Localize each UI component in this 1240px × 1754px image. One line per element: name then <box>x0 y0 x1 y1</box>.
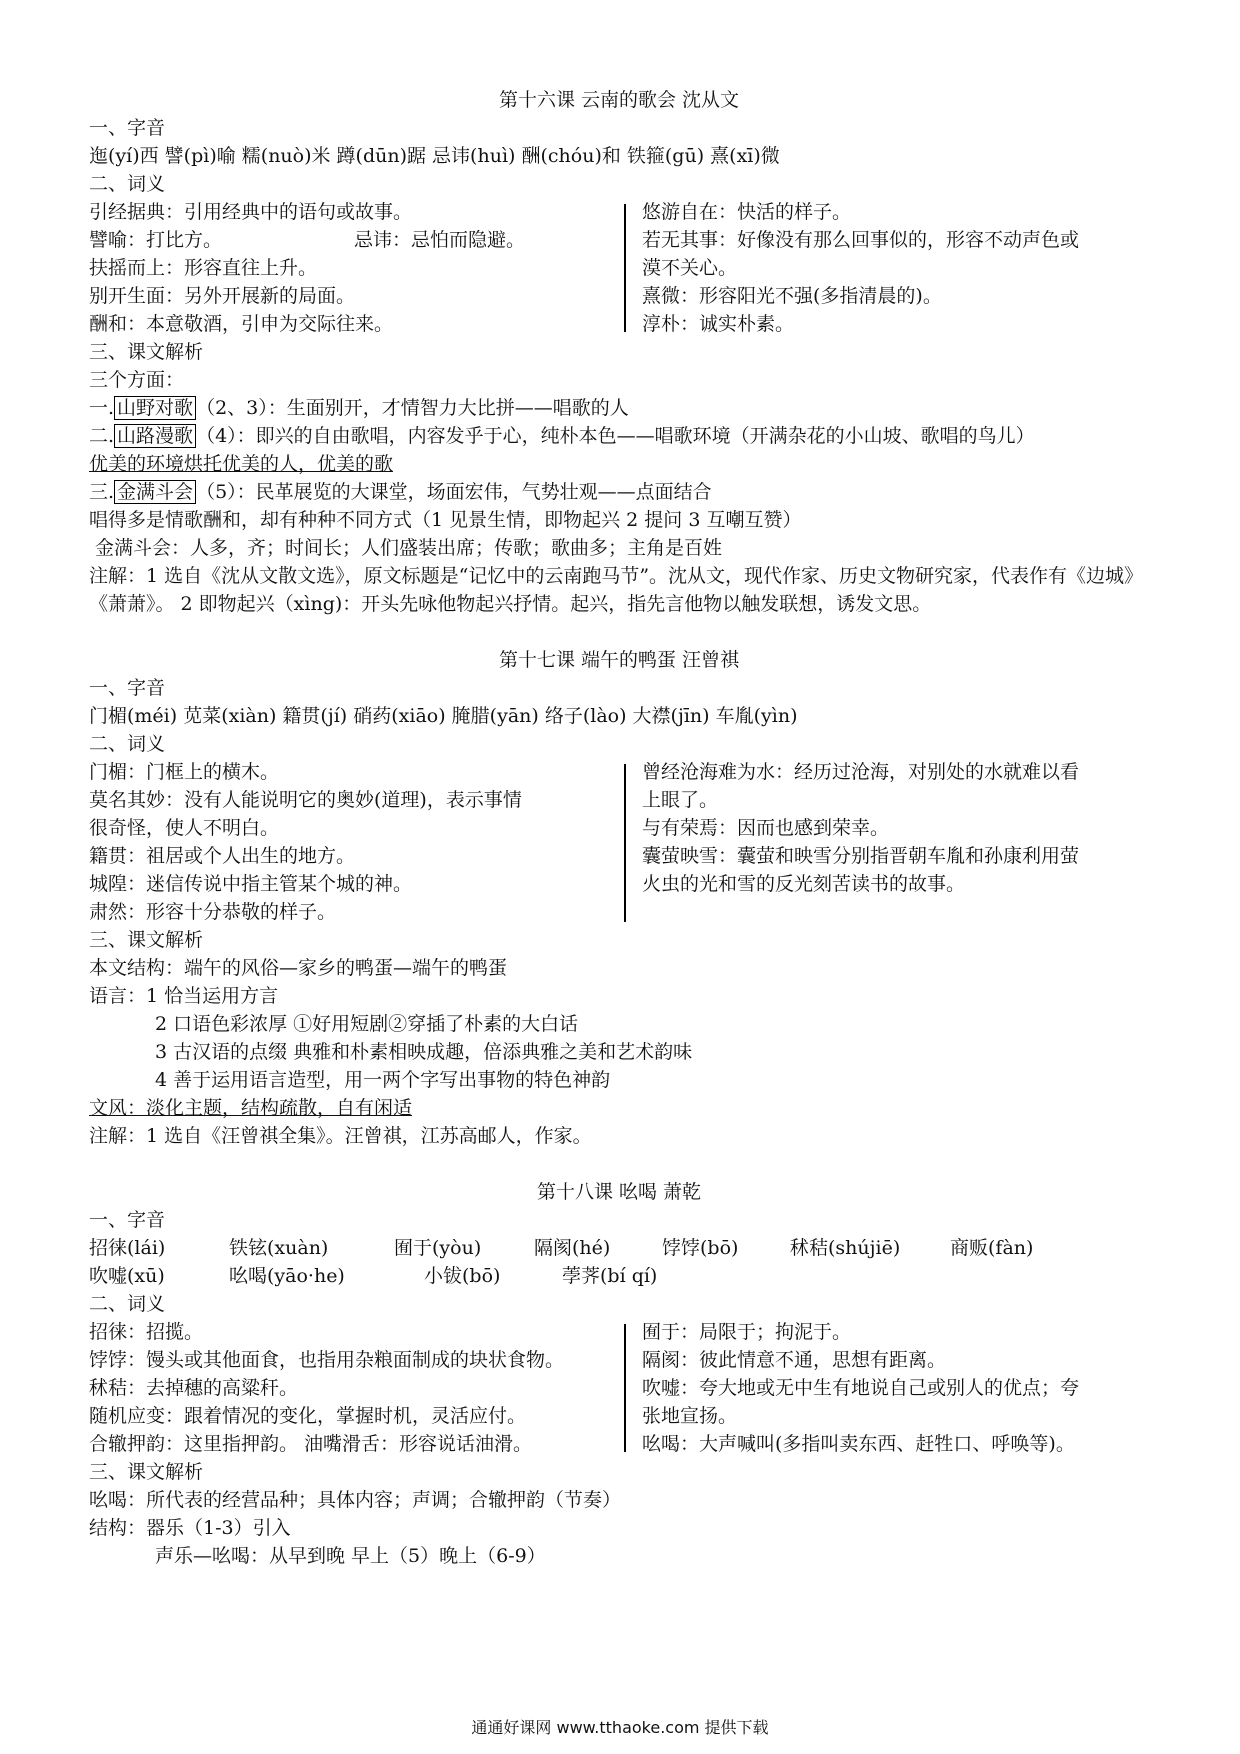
analysis-line: 声乐—吆喝：从早到晚 早上（5）晚上（6-9） <box>155 1545 546 1567</box>
point-number: 二. <box>89 425 115 447</box>
footer-credit: 通通好课网 www.tthaoke.com 提供下载 <box>471 1718 769 1737</box>
pinyin-word: 吹嘘(xū) <box>89 1265 165 1287</box>
vocab-item: 吹嘘：夸大地或无中生有地说自己或别人的优点；夸 <box>642 1377 1080 1399</box>
vocab-item: 淳朴：诚实朴素。 <box>642 313 795 335</box>
boxed-keyword: 山路漫歌 <box>114 424 196 448</box>
section-heading: 二、词义 <box>89 1293 166 1315</box>
vocab-right-column <box>642 1318 1147 1458</box>
document-page <box>89 86 1149 1570</box>
vocab-item: 张地宣扬。 <box>642 1405 738 1427</box>
pinyin-line: 迤(yí)西 譬(pì)喻 糯(nuò)米 蹲(dūn)踞 忌讳(huì) 酬(chóu)和 铁箍(gū) 熹(xī)微 <box>89 145 780 167</box>
vocab-term: 譬喻：打比方。 <box>89 229 223 251</box>
analysis-point-2 <box>89 422 1149 450</box>
vocab-columns <box>89 198 1149 338</box>
vocab-right-column <box>642 198 1147 338</box>
section-heading: 三、课文解析 <box>89 341 204 363</box>
vocab-item <box>89 226 619 254</box>
point-number: 三. <box>89 481 115 503</box>
vocab-item: 扶摇而上：形容直往上升。 <box>89 257 318 279</box>
vocab-right-column <box>642 758 1147 898</box>
pinyin-row <box>89 1234 1149 1262</box>
pinyin-line: 门楣(méi) 苋菜(xiàn) 籍贯(jí) 硝药(xiāo) 腌腊(yān) 络子(lào) 大襟(jīn) 车胤(yìn) <box>89 705 798 727</box>
point-text: （5）：民革展览的大课堂，场面宏伟，气势壮观——点面结合 <box>196 481 712 503</box>
lesson-18-title: 第十八课 吆喝 萧乾 <box>536 1181 702 1203</box>
section-heading: 二、词义 <box>89 173 166 195</box>
vocab-item: 城隍：迷信传说中指主管某个城的神。 <box>89 873 413 895</box>
vocab-item: 若无其事：好像没有那么回事似的，形容不动声色或 <box>642 229 1080 251</box>
analysis-line: 唱得多是情歌酬和，却有种种不同方式（1 见景生情，即物起兴 2 提问 3 互嘲互赞） <box>89 509 802 531</box>
vocab-item: 籍贯：祖居或个人出生的地方。 <box>89 845 356 867</box>
section-heading: 一、字音 <box>89 117 166 139</box>
analysis-line: 吆喝：所代表的经营品种；具体内容；声调；合辙押韵（节奏） <box>89 1489 622 1511</box>
pinyin-word: 囿于(yòu) <box>394 1237 482 1259</box>
point-number: 一. <box>89 397 115 419</box>
section-heading: 一、字音 <box>89 1209 166 1231</box>
point-text: （4）：即兴的自由歌唱，内容发乎于心，纯朴本色——唱歌环境（开满杂花的小山坡、歌唱的鸟儿） <box>196 425 1035 447</box>
vocab-item: 别开生面：另外开展新的局面。 <box>89 285 356 307</box>
pinyin-word: 商贩(fàn) <box>950 1237 1034 1259</box>
vocab-left-column <box>89 1318 619 1458</box>
lesson-17-title: 第十七课 端午的鸭蛋 汪曾祺 <box>498 649 740 671</box>
vocab-item: 引经据典：引用经典中的语句或故事。 <box>89 201 413 223</box>
vocab-item: 与有荣焉：因而也感到荣幸。 <box>642 817 890 839</box>
section-heading: 二、词义 <box>89 733 166 755</box>
pinyin-word: 铁铉(xuàn) <box>229 1237 329 1259</box>
boxed-keyword: 金满斗会 <box>114 480 196 504</box>
analysis-point-3 <box>89 478 1149 506</box>
analysis-line: 本文结构：端午的风俗—家乡的鸭蛋—端午的鸭蛋 <box>89 957 508 979</box>
vocab-item: 隔阂：彼此情意不通，思想有距离。 <box>642 1349 947 1371</box>
vocab-item: 很奇怪，使人不明白。 <box>89 817 280 839</box>
vocab-item: 漠不关心。 <box>642 257 738 279</box>
vocab-item: 熹微：形容阳光不强(多指清晨的)。 <box>642 285 942 307</box>
pinyin-word: 吆喝(yāo·he) <box>229 1265 345 1287</box>
analysis-line: 2 口语色彩浓厚 ①好用短剧②穿插了朴素的大白话 <box>155 1013 579 1035</box>
vocab-item: 火虫的光和雪的反光刻苦读书的故事。 <box>642 873 966 895</box>
underlined-text: 优美的环境烘托优美的人，优美的歌 <box>89 453 394 475</box>
section-heading: 一、字音 <box>89 677 166 699</box>
lesson-16-title: 第十六课 云南的歌会 沈从文 <box>498 89 740 111</box>
vocab-item: 悠游自在：快活的样子。 <box>642 201 852 223</box>
section-heading: 三、课文解析 <box>89 1461 204 1483</box>
vocab-columns <box>89 1318 1149 1458</box>
analysis-line: 结构：器乐（1-3）引入 <box>89 1517 291 1539</box>
column-divider <box>624 764 626 922</box>
analysis-line: 三个方面： <box>89 369 185 391</box>
vocab-item: 秫秸：去掉穗的高粱秆。 <box>89 1377 299 1399</box>
point-text: （2、3）：生面别开，才情智力大比拼——唱歌的人 <box>196 397 629 419</box>
note-paragraph: 注解：1 选自《沈从文散文选》，原文标题是“记忆中的云南跑马节”。沈从文，现代作家、历史文物研究家，代表作有《边城》《萧萧》。 2 即物起兴（xìng)：开头先咏他物起兴抒情。起兴，指先言他物以触发联想，诱发文思。 <box>89 565 1144 615</box>
underlined-line <box>89 1094 1149 1122</box>
analysis-line: 4 善于运用语言造型，用一两个字写出事物的特色神韵 <box>155 1069 611 1091</box>
column-divider <box>624 204 626 332</box>
analysis-line: 语言：1 恰当运用方言 <box>89 985 279 1007</box>
vocab-columns <box>89 758 1149 926</box>
vocab-term: 忌讳：忌怕而隐避。 <box>354 229 526 251</box>
vocab-item: 饽饽：馒头或其他面食，也指用杂粮面制成的块状食物。 <box>89 1349 565 1371</box>
pinyin-word: 荸荠(bí qí) <box>562 1265 658 1287</box>
section-heading: 三、课文解析 <box>89 929 204 951</box>
pinyin-word: 饽饽(bō) <box>662 1237 739 1259</box>
boxed-keyword: 山野对歌 <box>114 396 196 420</box>
underlined-line <box>89 450 1149 478</box>
analysis-line: 3 古汉语的点缀 典雅和朴素相映成趣，倍添典雅之美和艺术韵味 <box>155 1041 693 1063</box>
vocab-item: 门楣：门框上的横木。 <box>89 761 280 783</box>
vocab-item: 吆喝：大声喊叫(多指叫卖东西、赶牲口、呼唤等)。 <box>642 1433 1075 1455</box>
vocab-item: 招徕：招揽。 <box>89 1321 204 1343</box>
note-paragraph: 注解：1 选自《汪曾祺全集》。汪曾祺，江苏高邮人，作家。 <box>89 1125 592 1147</box>
analysis-line: 金满斗会：人多，齐；时间长；人们盛装出席；传歌；歌曲多；主角是百姓 <box>95 537 723 559</box>
pinyin-row <box>89 1262 1149 1290</box>
underlined-text: 文风：淡化主题，结构疏散，自有闲适 <box>89 1097 413 1119</box>
vocab-left-column <box>89 758 619 926</box>
vocab-item: 上眼了。 <box>642 789 719 811</box>
column-divider <box>624 1324 626 1452</box>
pinyin-word: 隔阂(hé) <box>534 1237 611 1259</box>
vocab-item: 随机应变：跟着情况的变化，掌握时机，灵活应付。 <box>89 1405 527 1427</box>
vocab-item: 曾经沧海难为水：经历过沧海，对别处的水就难以看 <box>642 761 1080 783</box>
vocab-item: 囊萤映雪：囊萤和映雪分别指晋朝车胤和孙康利用萤 <box>642 845 1080 867</box>
vocab-item: 莫名其妙：没有人能说明它的奥妙(道理)，表示事情 <box>89 789 522 811</box>
analysis-point-1 <box>89 394 1149 422</box>
vocab-item: 肃然：形容十分恭敬的样子。 <box>89 901 337 923</box>
pinyin-word: 招徕(lái) <box>89 1237 166 1259</box>
vocab-left-column <box>89 198 619 338</box>
pinyin-word: 小钹(bō) <box>424 1265 501 1287</box>
vocab-item: 囿于：局限于；拘泥于。 <box>642 1321 852 1343</box>
vocab-item: 合辙押韵：这里指押韵。 油嘴滑舌：形容说话油滑。 <box>89 1433 533 1455</box>
vocab-item: 酬和：本意敬酒，引申为交际往来。 <box>89 313 394 335</box>
pinyin-word: 秫秸(shújiē) <box>790 1237 901 1259</box>
